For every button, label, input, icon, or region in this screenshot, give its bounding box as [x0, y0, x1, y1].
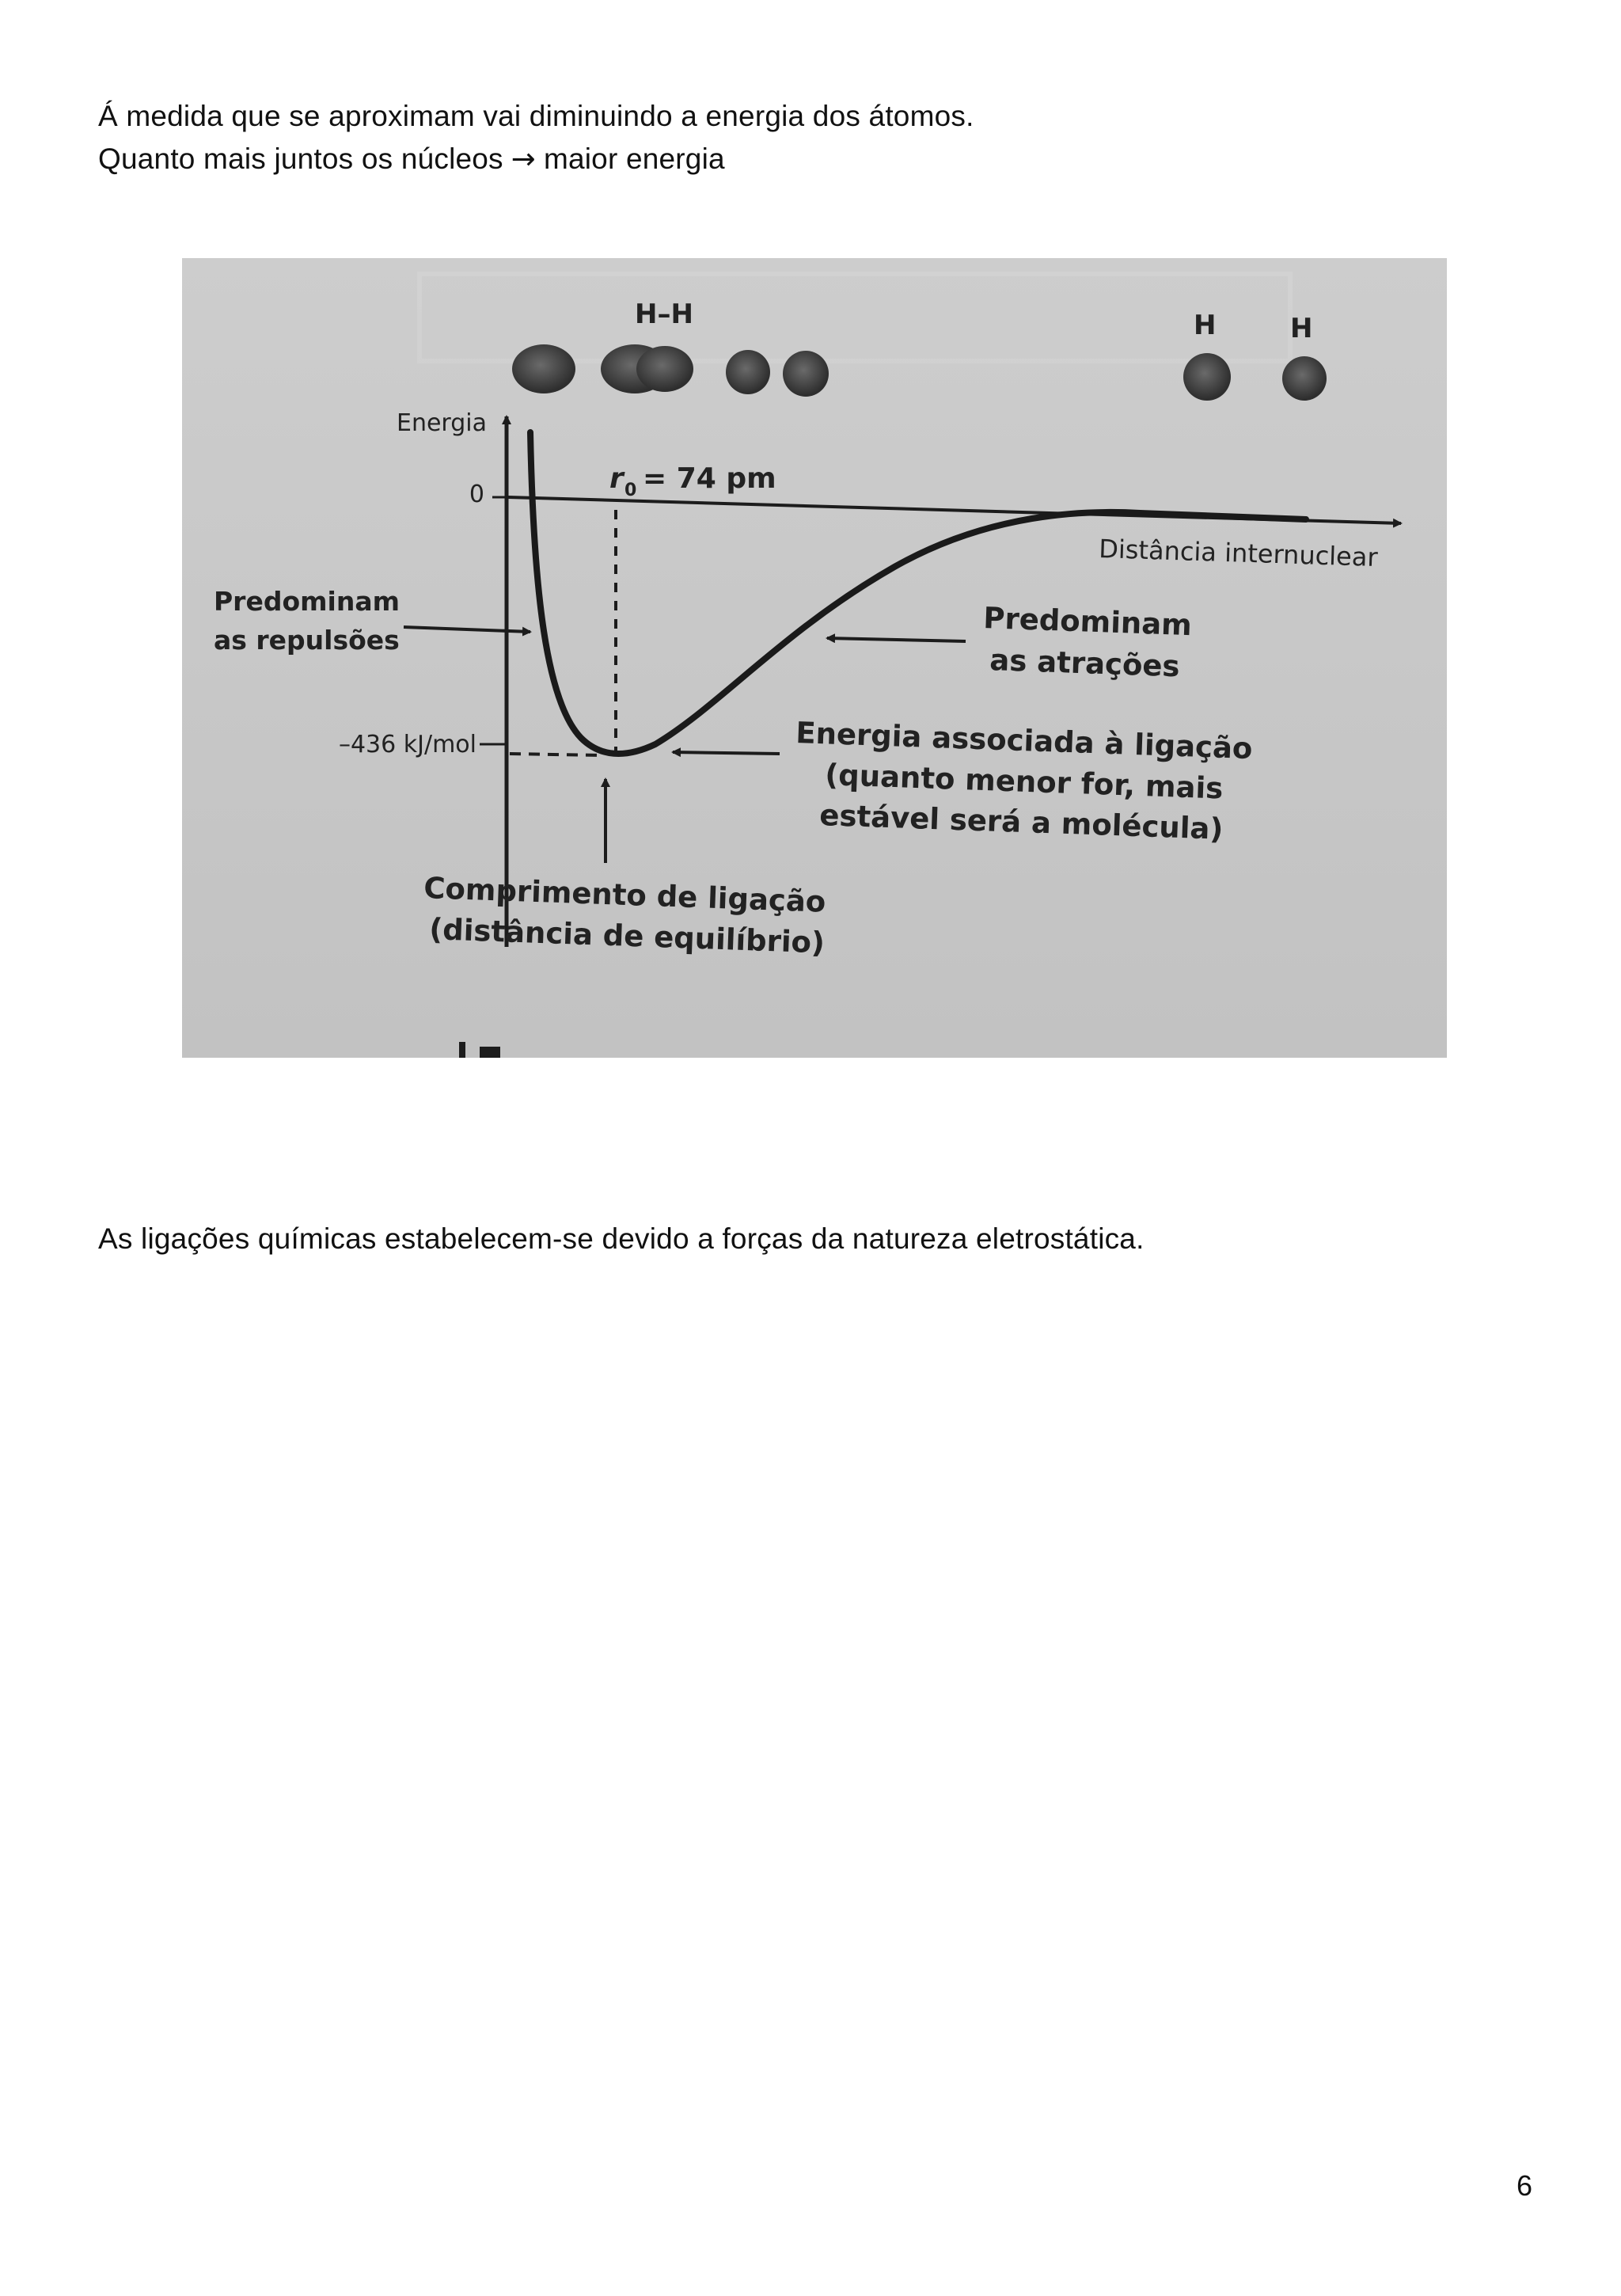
attractions-label-line-2: as atrações — [989, 643, 1181, 684]
repulsions-label-line-2: as repulsões — [214, 625, 400, 656]
bond-length-label-line-1: Comprimento de ligação — [423, 871, 827, 919]
closing-line: As ligações químicas estabelecem-se devido a forças da natureza eletrostática. — [98, 1222, 1145, 1255]
minimum-energy-dashed-line — [510, 754, 602, 755]
intro-paragraph — [98, 95, 974, 181]
bond-energy-label-line-1: Energia associada à ligação — [795, 716, 1254, 766]
cropped-fragment — [459, 1042, 465, 1058]
energy-diagram — [182, 258, 1447, 1058]
molecule-label: H–H — [635, 298, 693, 330]
minimum-energy-label: –436 kJ/mol — [338, 731, 476, 758]
intro-line-2-end: maior energia — [543, 143, 725, 175]
attractions-label-line-1: Predominam — [982, 601, 1193, 643]
repulsions-label-line-1: Predominam — [214, 586, 400, 617]
approaching-atoms-icon — [726, 350, 829, 397]
intro-line-1: Á medida que se aproximam vai diminuindo a energia dos átomos. — [98, 100, 974, 132]
bond-energy-label-line-2: (quanto menor for, mais — [824, 758, 1224, 806]
x-axis-label: Distância internuclear — [1098, 534, 1379, 573]
bond-energy-arrow — [673, 752, 780, 754]
cropped-fragment — [480, 1047, 500, 1058]
bond-energy-label-line-3: estável será a molécula) — [818, 798, 1224, 846]
intro-line-2-start: Quanto mais juntos os núcleos — [98, 143, 503, 175]
attractions-arrow — [827, 638, 966, 641]
right-arrow-icon: → — [511, 142, 536, 176]
energy-diagram-photo — [182, 258, 1447, 1058]
zero-tick-label: 0 — [469, 481, 484, 508]
bond-length-label-line-2: (distância de equilíbrio) — [428, 912, 826, 960]
closing-paragraph — [98, 1218, 1145, 1260]
svg-text:0: 0 — [624, 481, 637, 500]
svg-text:r: r — [609, 462, 624, 495]
y-axis-label: Energia — [397, 409, 487, 437]
hh-molecule-icon — [512, 344, 693, 393]
repulsions-arrow — [404, 627, 530, 632]
atom-label-2: H — [1290, 313, 1313, 344]
page-number: 6 — [1516, 2169, 1532, 2202]
svg-text:= 74 pm: = 74 pm — [643, 462, 776, 495]
atom-label-1: H — [1194, 310, 1217, 341]
equilibrium-distance-label — [609, 462, 776, 500]
